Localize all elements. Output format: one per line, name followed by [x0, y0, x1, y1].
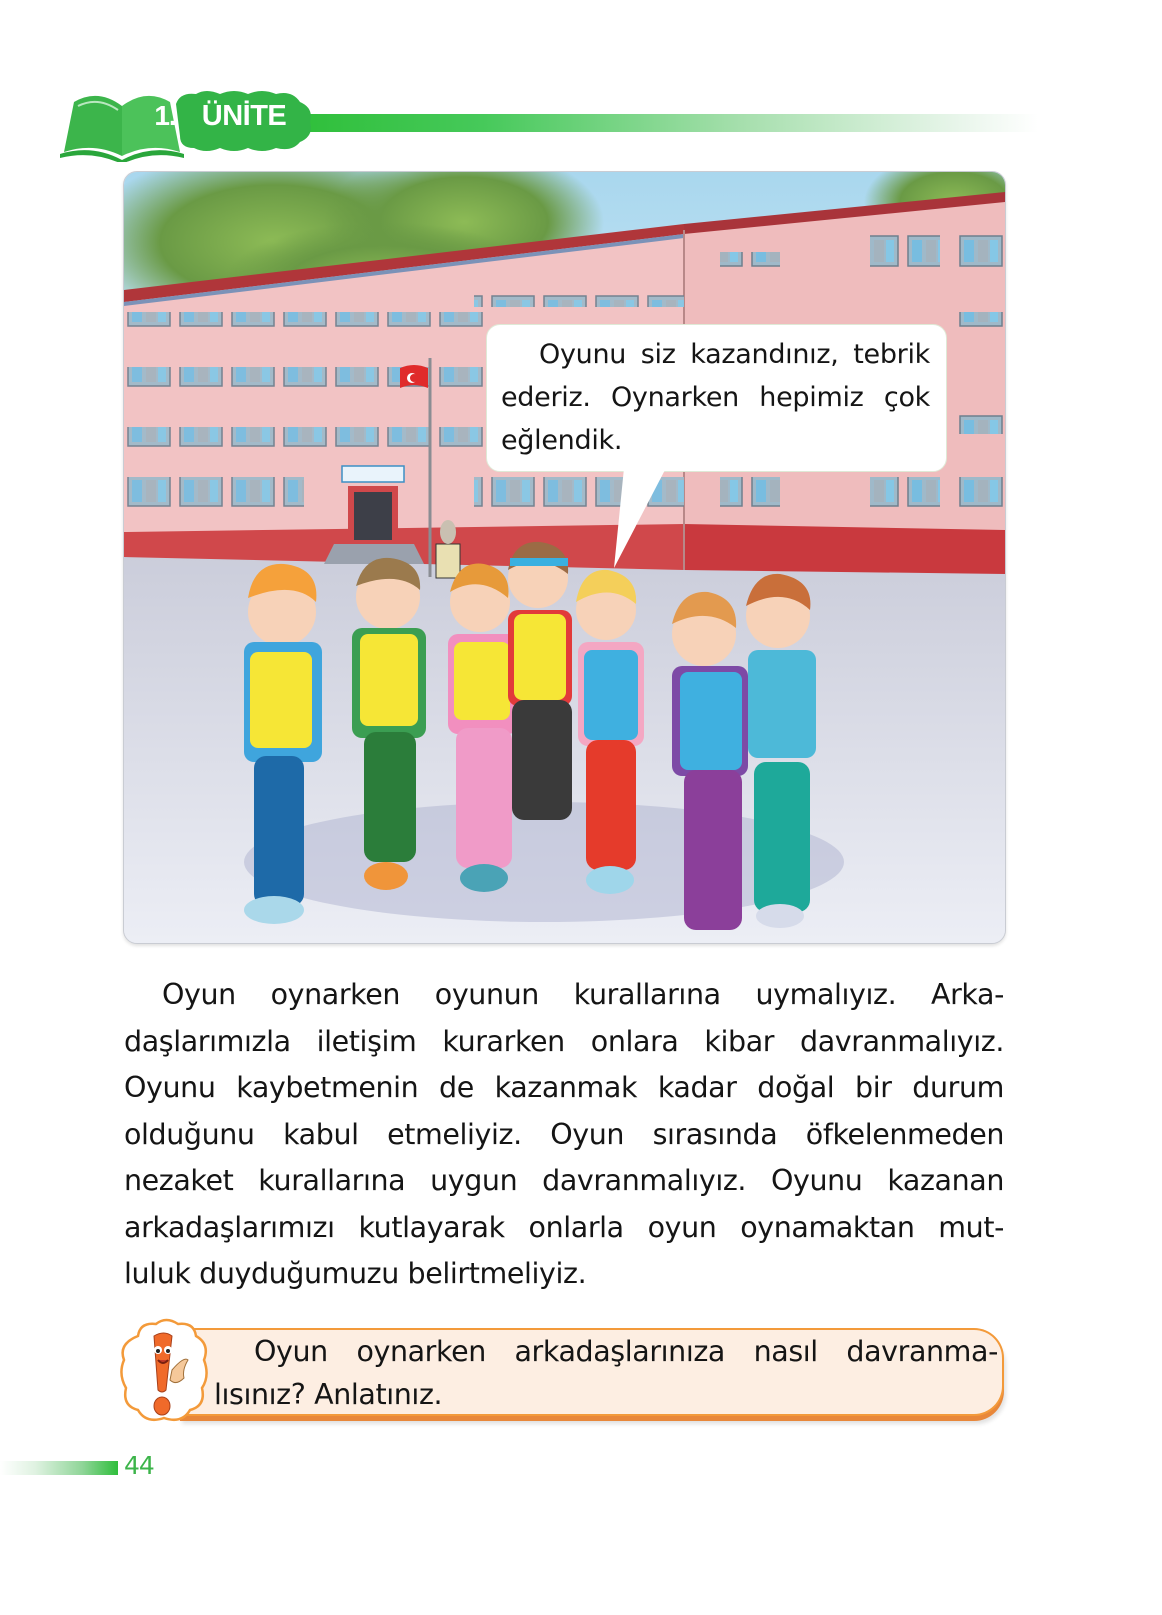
question-callout	[118, 1316, 1008, 1424]
unit-label: ÜNİTE	[201, 100, 287, 132]
body-line: nezaket kurallarına uygun davranmalıyız. Oyunu kazanan	[124, 1164, 1004, 1197]
school-yard-illustration	[123, 171, 1006, 944]
speech-bubble	[486, 324, 947, 472]
callout-line: lısınız? Anlatınız.	[214, 1378, 443, 1411]
unit-header-band	[298, 114, 1038, 132]
body-line: daşlarımızla iletişim kurarken onlara kibar davranmalıyız.	[124, 1024, 1004, 1058]
body-line: Oyunu kaybetmenin de kazanmak kadar doğal bir durum	[124, 1071, 1004, 1104]
unit-number: 1.	[154, 100, 176, 131]
speech-bubble-tail	[606, 468, 676, 568]
unit-header	[58, 84, 1038, 164]
body-line: luluk duyduğumuzu belirtmeliyiz.	[124, 1257, 587, 1290]
school-scene	[124, 172, 1005, 943]
school-sign	[342, 466, 404, 482]
exclamation-mascot-icon	[118, 1316, 210, 1424]
callout-line: Oyun oynarken arkadaşlarınıza nasıl davranma-	[254, 1335, 998, 1368]
page-number: 44	[124, 1451, 154, 1480]
body-paragraph	[124, 972, 1004, 1298]
speech-bubble-text: Oyunu siz kazandınız, tebrik ederiz. Oynarken hepimiz çok eğlendik.	[501, 339, 930, 456]
page-number-band	[0, 1461, 118, 1475]
body-line: Oyun oynarken oyunun kurallarına uymalıyız. Arka-	[162, 978, 1004, 1011]
body-line: olduğunu kabul etmeliyiz. Oyun sırasında öfkelenmeden	[124, 1117, 1004, 1151]
body-line: arkadaşlarımızı kutlayarak onlarla oyun oynamaktan mut-	[124, 1210, 1004, 1244]
callout-question	[214, 1330, 998, 1416]
